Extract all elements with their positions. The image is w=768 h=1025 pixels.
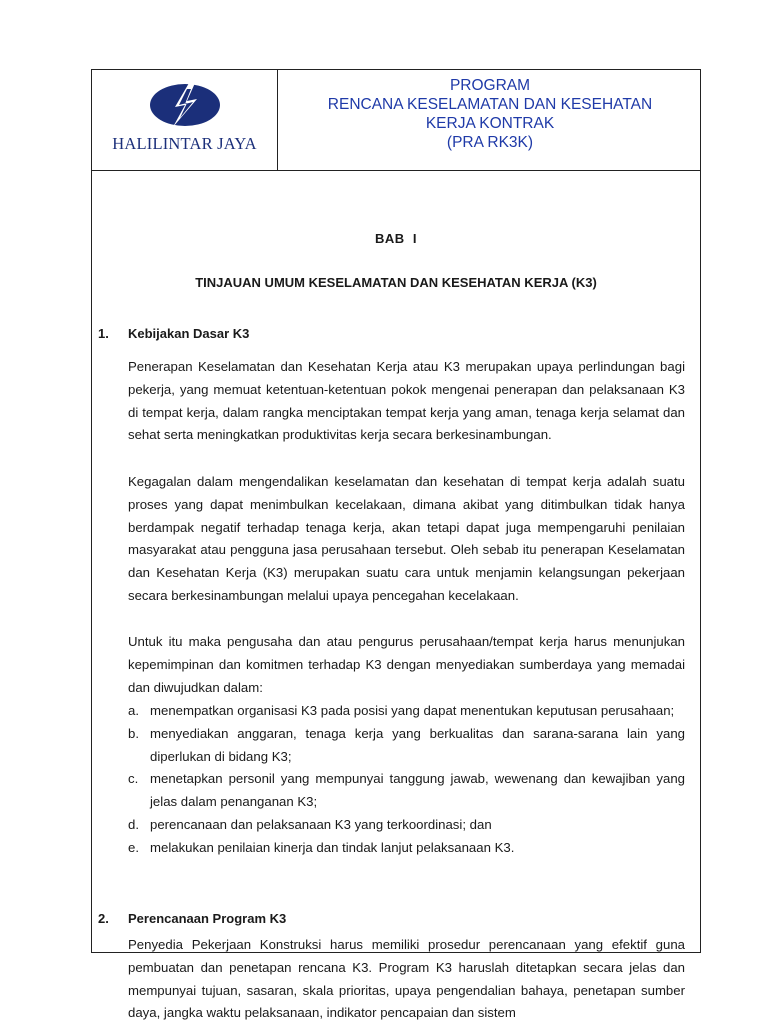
chapter-title: TINJAUAN UMUM KESELAMATAN DAN KESEHATAN KERJA (K3) bbox=[195, 275, 597, 290]
list-marker: d. bbox=[128, 816, 139, 832]
list-marker: c. bbox=[128, 771, 139, 787]
list-item-text: melakukan penilaian kinerja dan tindak lanjut pelaksanaan K3. bbox=[150, 839, 515, 855]
section-number: 1. bbox=[98, 326, 109, 341]
list-item bbox=[128, 768, 685, 814]
document-header bbox=[92, 70, 700, 171]
list-marker: b. bbox=[128, 725, 139, 741]
company-name: HALILINTAR JAYA bbox=[112, 134, 257, 153]
paragraph: Penerapan Keselamatan dan Kesehatan Kerja atau K3 merupakan upaya perlindungan bagi pekerja, yang memuat ketentuan-ketentuan pokok mengenai penerapan dan pelaksanaan K3 di tempat kerja, dalam rangka menciptakan tempat kerja yang aman, tenaga kerja selamat dan sehat serta meningkatkan produktivitas kerja secara berkesinambungan. bbox=[128, 359, 685, 443]
logo-cell bbox=[92, 70, 278, 170]
section-title: Perencanaan Program K3 bbox=[128, 911, 287, 926]
paragraph: Untuk itu maka pengusaha dan atau pengurus perusahaan/tempat kerja harus menunjukan kepemimpinan dan komitmen terhadap K3 dengan menyediakan sumberdaya yang memadai dan diwujudkan dalam: bbox=[128, 634, 685, 695]
list-item-text: menempatkan organisasi K3 pada posisi yang dapat menentukan keputusan perusahaan; bbox=[150, 703, 675, 718]
list-item bbox=[128, 700, 685, 723]
title-line: KERJA KONTRAK bbox=[425, 115, 555, 132]
lightning-logo-icon bbox=[149, 80, 221, 130]
section-number: 2. bbox=[98, 911, 109, 926]
chapter-label: BAB I bbox=[375, 231, 417, 246]
section-title: Kebijakan Dasar K3 bbox=[128, 326, 250, 341]
list-item bbox=[128, 837, 685, 860]
commitment-list bbox=[128, 700, 685, 860]
program-title bbox=[278, 76, 702, 152]
paragraph: Penyedia Pekerjaan Konstruksi harus memiliki prosedur perencanaan yang efektif guna pembuatan dan penetapan rencana K3. Program K3 haruslah ditetapkan secara jelas dan mempunyai tujuan, sasaran, skala prioritas, upaya pengendalian bahaya, penetapan sumber daya, jangka waktu pelaksanaan, indikator pencapaian dan sistem bbox=[128, 937, 685, 1021]
title-line: RENCANA KESELAMATAN DAN KESEHATAN bbox=[327, 96, 653, 113]
list-item-text: menyediakan anggaran, tenaga kerja yang berkualitas dan sarana-sarana lain yang diperlukan di bidang K3; bbox=[150, 725, 685, 764]
list-item-text: menetapkan personil yang mempunyai tanggung jawab, wewenang dan kewajiban yang jelas dalam penanganan K3; bbox=[150, 771, 685, 810]
list-item bbox=[128, 723, 685, 769]
list-item-text: perencanaan dan pelaksanaan K3 yang terkoordinasi; dan bbox=[150, 816, 492, 832]
list-item bbox=[128, 814, 685, 837]
list-marker: a. bbox=[128, 703, 139, 718]
paragraph: Kegagalan dalam mengendalikan keselamatan dan kesehatan di tempat kerja adalah suatu proses yang dapat menimbulkan kecelakaan, dimana akibat yang ditimbulkan tidak hanya berdampak negatif terhadap tenaga kerja, akan tetapi dapat juga mempengaruhi penilaian masyarakat atau pengguna jasa perusahaan tersebut. Oleh sebab itu penerapan Keselamatan dan Kesehatan Kerja (K3) merupakan suatu cara untuk menjamin kelangsungan pekerjaan secara berkesinambungan melalui upaya pencegahan kecelakaan. bbox=[128, 474, 685, 603]
list-marker: e. bbox=[128, 839, 139, 855]
title-line: (PRA RK3K) bbox=[446, 134, 534, 151]
document-frame bbox=[91, 69, 701, 1021]
title-line: PROGRAM bbox=[449, 77, 531, 94]
